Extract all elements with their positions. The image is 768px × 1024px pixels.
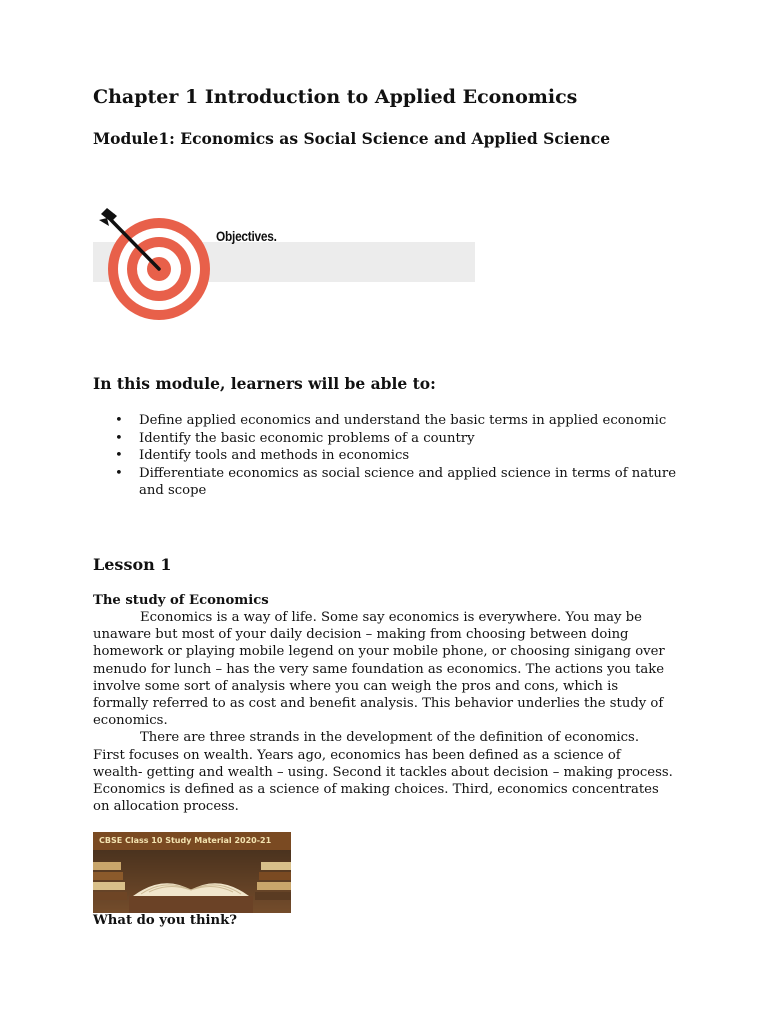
- books-image: [93, 832, 291, 913]
- lesson-title: Lesson 1: [93, 555, 172, 574]
- books-image-banner: CBSE Class 10 Study Material 2020-21: [93, 832, 291, 850]
- objectives-list: [93, 412, 693, 500]
- list-item: • Differentiate economics as social science and applied science in terms of nature and scope: [93, 465, 679, 500]
- paragraph: Economics is a way of life. Some say economics is everywhere. You may be unaware but most of your daily decision – making from choosing between doing homework or playing mobile legend on your mobile phone, or choosing sinigang over menudo for lunch – has the very same foundation as economics. The actions you take involve some sort of analysis where you can weigh the pros and cons, which is formally referred to as cost and benefit analysis. This behavior underlies the study of economics.: [93, 610, 665, 729]
- target-icon: [93, 170, 223, 330]
- objectives-graphic: [93, 170, 475, 365]
- body-text: [93, 609, 673, 815]
- objectives-label: Objectives.: [216, 228, 277, 244]
- list-item: • Define applied economics and understand the basic terms in applied economic: [93, 412, 679, 430]
- paragraph: There are three strands in the development of the definition of economics. First focuses on wealth. Years ago, economics has been defined as a science of wealth- getting and wealth – using. Second it tackles about decision – making process. Economics is defined as a science of making choices. Third, economics concentrates on allocation process.: [93, 730, 673, 815]
- module-title: Module1: Economics as Social Science and Applied Science: [93, 129, 611, 148]
- think-heading: What do you think?: [93, 913, 238, 928]
- books-illustration: [93, 832, 291, 913]
- list-item: • Identify the basic economic problems of a country: [93, 430, 679, 448]
- section-heading: The study of Economics: [93, 593, 269, 608]
- chapter-title: Chapter 1 Introduction to Applied Economics: [93, 86, 578, 108]
- learners-heading: In this module, learners will be able to:: [93, 374, 436, 393]
- list-item: • Identify tools and methods in economics: [93, 447, 679, 465]
